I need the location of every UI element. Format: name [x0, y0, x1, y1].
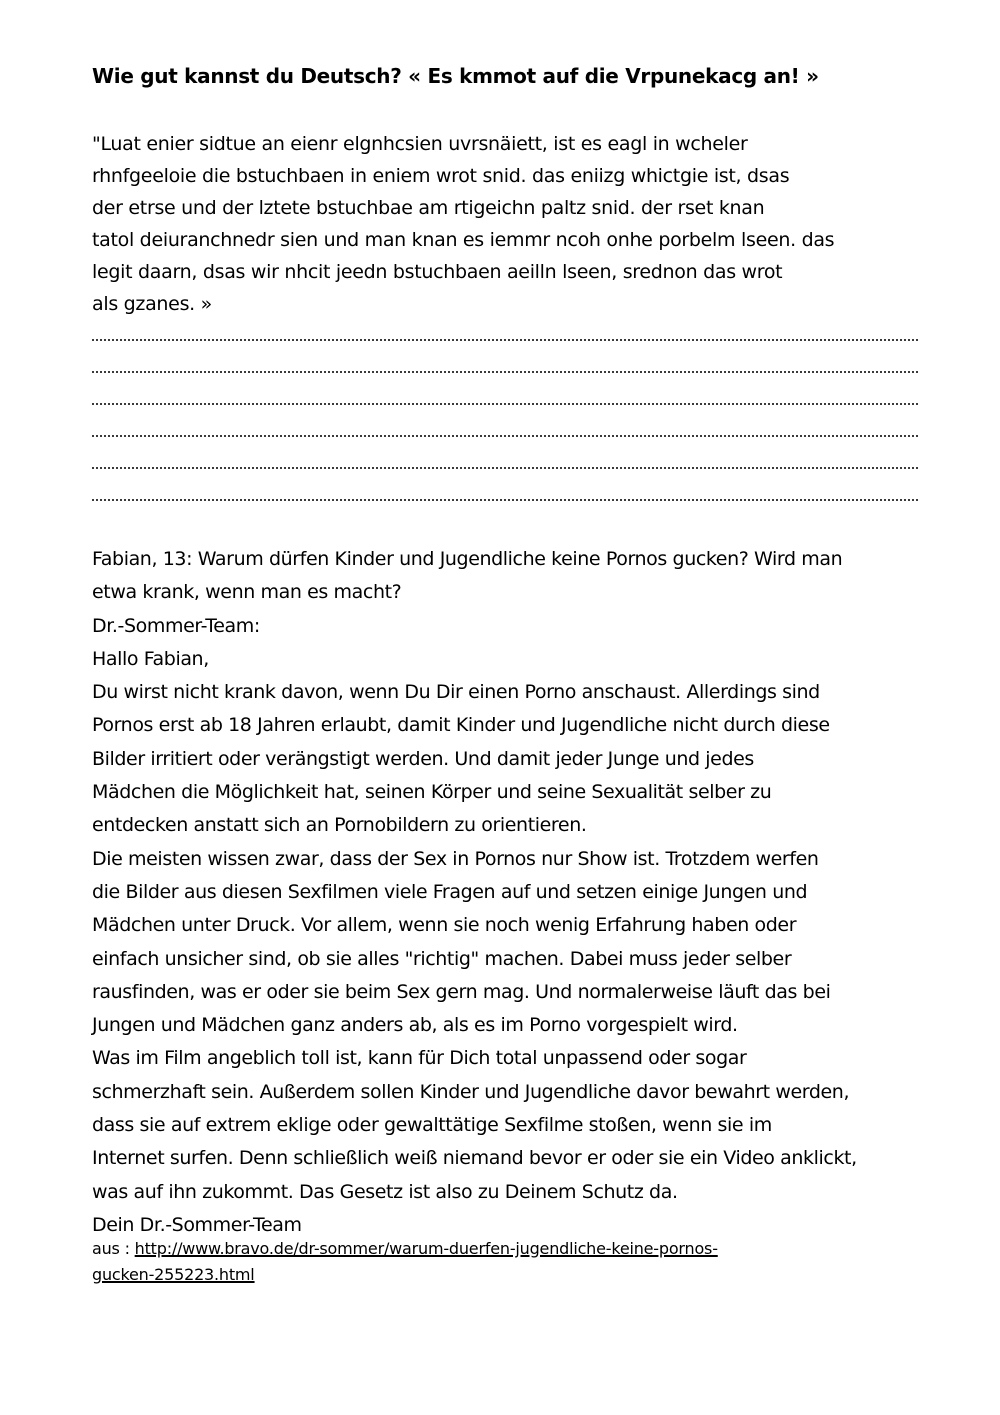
qa-line: Hallo Fabian, — [92, 647, 209, 670]
answer-line — [92, 405, 918, 437]
page-title: Wie gut kannst du Deutsch? « Es kmmot auf die Vrpunekacg an! » — [92, 64, 819, 88]
qa-line: einfach unsicher sind, ob sie alles "richtig" machen. Dabei muss jeder selber — [92, 947, 792, 970]
qa-line: Jungen und Mädchen ganz anders ab, als es im Porno vorgespielt wird. — [92, 1014, 738, 1037]
qa-line: entdecken anstatt sich an Pornobildern zu orientieren. — [92, 814, 587, 837]
qa-section — [92, 543, 960, 1242]
answer-line — [92, 341, 918, 373]
paragraph-line: als gzanes. » — [92, 293, 212, 315]
paragraph-line: rhnfgeeloie die bstuchbaen in eniem wrot snid. das eniizg whictgie ist, dsas — [92, 165, 790, 187]
paragraph-line: der etrse und der lztete bstuchbae am rtigeichn paltz snid. der rset knan — [92, 197, 765, 219]
source-row-2 — [92, 1262, 950, 1288]
qa-line: Internet surfen. Denn schließlich weiß niemand bevor er oder sie ein Video anklickt, — [92, 1147, 857, 1170]
qa-line: dass sie auf extrem eklige oder gewalttätige Sexfilme stoßen, wenn sie im — [92, 1114, 772, 1137]
qa-line: Was im Film angeblich toll ist, kann für Dich total unpassend oder sogar — [92, 1047, 747, 1070]
qa-line: rausfinden, was er oder sie beim Sex gern mag. Und normalerweise läuft das bei — [92, 980, 831, 1003]
qa-line: Du wirst nicht krank davon, wenn Du Dir einen Porno anschaust. Allerdings sind — [92, 681, 820, 704]
qa-line: Die meisten wissen zwar, dass der Sex in Pornos nur Show ist. Trotzdem werfen — [92, 847, 819, 870]
source-prefix: aus : — [92, 1239, 135, 1258]
qa-line: etwa krank, wenn man es macht? — [92, 581, 402, 604]
source-link[interactable]: http://www.bravo.de/dr-sommer/warum-duerfen-jugendliche-keine-pornos- — [134, 1239, 718, 1258]
qa-line: Dr.-Sommer-Team: — [92, 614, 260, 637]
qa-line: Dein Dr.-Sommer-Team — [92, 1213, 302, 1236]
qa-line: Mädchen unter Druck. Vor allem, wenn sie noch wenig Erfahrung haben oder — [92, 914, 797, 937]
qa-line: Fabian, 13: Warum dürfen Kinder und Jugendliche keine Pornos gucken? Wird man — [92, 548, 843, 570]
qa-line: die Bilder aus diesen Sexfilmen viele Fragen auf und setzen einige Jungen und — [92, 880, 808, 903]
source-block — [92, 1236, 950, 1288]
qa-line: Mädchen die Möglichkeit hat, seinen Körper und seine Sexualität selber zu — [92, 781, 772, 804]
paragraph-line: "Luat enier sidtue an eienr elgnhcsien uvrsnäiett, ist es eagl in wcheler — [92, 133, 748, 155]
answer-line — [92, 373, 918, 405]
answer-line — [92, 469, 918, 501]
qa-line: Bilder irritiert oder verängstigt werden. Und damit jeder Junge und jedes — [92, 747, 754, 770]
paragraph-line: tatol deiuranchnedr sien und man knan es iemmr ncoh onhe porbelm lseen. das — [92, 229, 835, 251]
qa-line: schmerzhaft sein. Außerdem sollen Kinder und Jugendliche davor bewahrt werden, — [92, 1080, 850, 1103]
scrambled-paragraph — [92, 128, 950, 320]
paragraph-line: legit daarn, dsas wir nhcit jeedn bstuchbaen aeilln lseen, srednon das wrot — [92, 261, 783, 283]
source-link[interactable]: gucken-255223.html — [92, 1265, 255, 1284]
source-row-1 — [92, 1236, 950, 1262]
qa-line: was auf ihn zukommt. Das Gesetz ist also zu Deinem Schutz da. — [92, 1180, 678, 1203]
answer-line — [92, 309, 918, 341]
answer-line — [92, 437, 918, 469]
answer-lines — [92, 309, 918, 501]
qa-line: Pornos erst ab 18 Jahren erlaubt, damit Kinder und Jugendliche nicht durch diese — [92, 714, 830, 737]
